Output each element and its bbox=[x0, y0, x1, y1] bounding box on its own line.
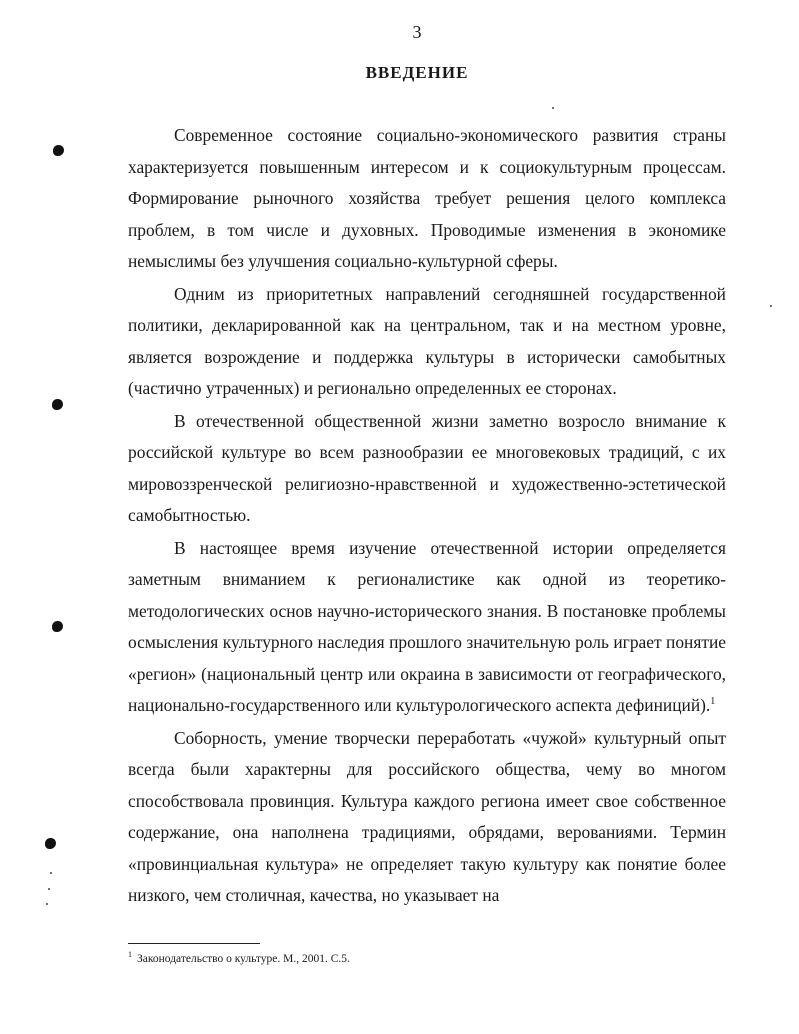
footnote bbox=[128, 950, 350, 965]
scan-speck bbox=[48, 888, 50, 890]
scan-speck bbox=[770, 305, 772, 307]
paragraph-4-text: В настоящее время изучение отечественной истории определяется заметным вниманием к регионалистике как одной из теоретико-методологических основ научно-исторического знания. В постановке проблемы осмысления культурного наследия прошлого значительную роль играет понятие «регион» (национальный центр или окраина в зависимости от географического, национально-государственного или культурологического аспекта дефиниций). bbox=[128, 537, 726, 715]
footnote-mark: 1 bbox=[128, 950, 132, 959]
scan-speck bbox=[46, 903, 48, 905]
paragraph-2: Одним из приоритетных направлений сегодняшней государственной политики, декларированной как на центральном, так и на местном уровне, является возрождение и поддержка культуры в исторически самобытных (частично утраченных) и регионально определенных ее сторонах. bbox=[128, 283, 726, 398]
scan-speck bbox=[50, 872, 52, 874]
binding-hole-mark bbox=[52, 621, 63, 632]
binding-hole-mark bbox=[53, 145, 64, 156]
paragraph-5: Соборность, умение творчески переработать «чужой» культурный опыт всегда были характерны для российского общества, чему во многом способствовала провинция. Культура каждого региона имеет свое собственное содержание, она наполнена традициями, обрядами, верованиями. Термин «провинциальная культура» не определяет такую культуру как понятие более низкого, чем столичная, качества, но указывает на bbox=[128, 727, 726, 905]
page-number: 3 bbox=[412, 22, 422, 42]
binding-hole-mark bbox=[52, 399, 63, 410]
binding-hole-mark bbox=[45, 838, 56, 849]
paragraph-4 bbox=[128, 533, 726, 722]
footnote-divider bbox=[128, 943, 260, 944]
paragraph-1: Современное состояние социально-экономического развития страны характеризуется повышенным интересом и к социокультурным процессам. Формирование рыночного хозяйства требует решения целого комплекса проблем, в том числе и духовных. Проводимые изменения в экономике немыслимы без улучшения социально-культурной сферы. bbox=[128, 125, 726, 271]
paragraph-3: В отечественной общественной жизни заметно возросло внимание к российской культуре во всем разнообразии ее многовековых традиций, с их мировоззренческой религиозно-нравственной и художественно-эстетической самобытностью. bbox=[128, 410, 726, 525]
footnote-reference[interactable]: 1 bbox=[710, 696, 716, 707]
scan-speck bbox=[552, 107, 554, 109]
body-text bbox=[128, 120, 726, 912]
footnote-text: Законодательство о культуре. М., 2001. С.5. bbox=[137, 953, 350, 965]
page-heading: ВВЕДЕНИЕ bbox=[365, 63, 469, 82]
